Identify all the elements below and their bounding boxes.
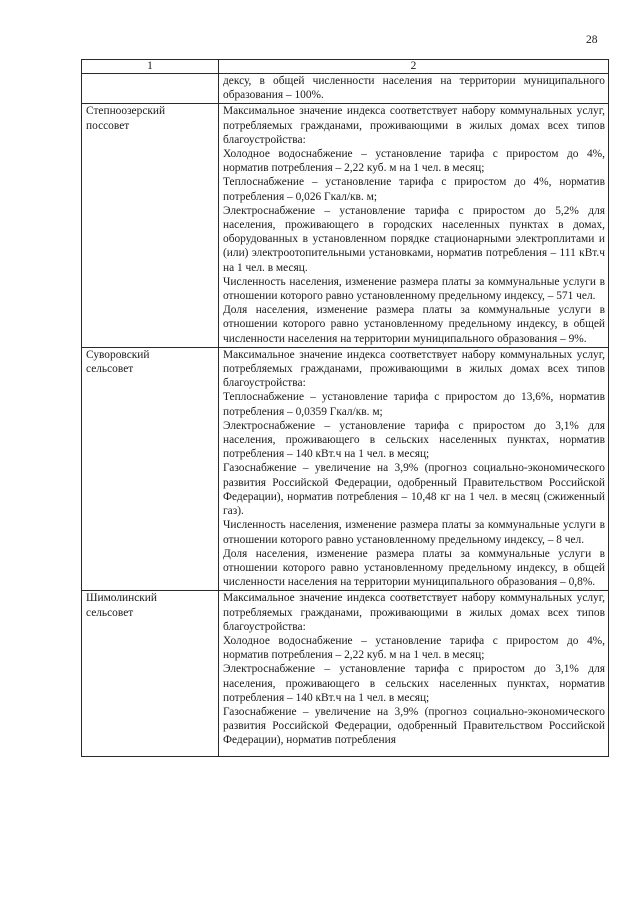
region-cell <box>82 347 219 590</box>
column-header-2: 2 <box>219 60 609 74</box>
paragraph: Теплоснабжение – установление тарифа с приростом до 13,6%, норматив потребления – 0,0359 Гкал/кв. м; <box>223 391 605 418</box>
region-type: сельсовет <box>86 363 134 376</box>
table-row <box>82 347 609 590</box>
description-cell <box>219 104 609 347</box>
table-row <box>82 591 609 757</box>
page-number: 28 <box>586 34 598 46</box>
region-name: Степноозерский <box>86 105 166 118</box>
paragraph: Электроснабжение – установление тарифа с приростом до 3,1% для населения, проживающего в сельских населенных пунктах, норматив потребления – 140 кВт.ч на 1 чел. в месяц; <box>223 419 605 461</box>
paragraph: Электроснабжение – установление тарифа с приростом до 5,2% для населения, проживающего в городских населенных пунктах в домах, оборудованных в установленном порядке стационарными электроплитами и (или) электроотопительными установками, норматив потребления – 111 кВт.ч на 1 чел. в месяц. <box>223 204 605 274</box>
description-cell <box>219 347 609 590</box>
region-type: сельсовет <box>86 606 134 619</box>
column-header-1: 1 <box>82 60 219 74</box>
region-name: Шимолинский <box>86 592 157 605</box>
continuation-region-cell <box>82 74 219 104</box>
paragraph: Теплоснабжение – установление тарифа с приростом до 4%, норматив потребления – 0,026 Гкал/кв. м; <box>223 176 605 203</box>
table-header-row <box>82 60 609 74</box>
region-name: Суворовский <box>86 348 150 361</box>
continuation-text-cell <box>219 74 609 104</box>
paragraph: Холодное водоснабжение – установление тарифа с приростом до 4%, норматив потребления – 2,22 куб. м на 1 чел. в месяц; <box>223 634 605 662</box>
paragraph: Газоснабжение – увеличение на 3,9% (прогноз социально-экономического развития Российской Федерации, одобренный Правительством Российской Федерации), норматив потребления <box>223 705 605 747</box>
paragraph: Максимальное значение индекса соответствует набору коммунальных услуг, потребляемых гражданами, проживающими в жилых домах всех типов благоустройства: <box>223 105 605 146</box>
region-type: поссовет <box>86 119 130 132</box>
region-cell <box>82 591 219 757</box>
tariff-index-table <box>81 59 609 757</box>
continuation-paragraph: дексу, в общей численности населения на территории муниципального образования – 100%. <box>223 75 605 102</box>
paragraph: Электроснабжение – установление тарифа с приростом до 3,1% для населения, проживающего в сельских населенных пунктах, норматив потребления – 140 кВт.ч на 1 чел. в месяц; <box>223 663 605 704</box>
paragraph: Численность населения, изменение размера платы за коммунальные услуги в отношении которого равно установленному предельному индексу, – 571 чел. <box>223 275 605 303</box>
description-cell <box>219 591 609 757</box>
paragraph: Холодное водоснабжение – установление тарифа с приростом до 4%, норматив потребления – 2,22 куб. м на 1 чел. в месяц; <box>223 148 605 175</box>
paragraph: Газоснабжение – увеличение на 3,9% (прогноз социально-экономического развития Российской Федерации, одобренный Правительством Российской Федерации), норматив потребления – 10,48 кг на 1 чел. в месяц (сжиженный газ). <box>223 462 605 518</box>
paragraph: Максимальное значение индекса соответствует набору коммунальных услуг, потребляемых гражданами, проживающими в жилых домах всех типов благоустройства: <box>223 348 605 390</box>
paragraph: Максимальное значение индекса соответствует набору коммунальных услуг, потребляемых гражданами, проживающими в жилых домах всех типов благоустройства: <box>223 592 605 633</box>
paragraph: Доля населения, изменение размера платы за коммунальные услуги в отношении которого равно установленному предельному индексу, в общей численности населения на территории муниципального образования – 0,8%. <box>223 547 605 589</box>
paragraph: Численность населения, изменение размера платы за коммунальные услуги в отношении которого равно установленному предельному индексу, – 8 чел. <box>223 519 605 546</box>
continuation-row <box>82 74 609 104</box>
region-cell <box>82 104 219 347</box>
paragraph: Доля населения, изменение размера платы за коммунальные услуги в отношении которого равно установленному предельному индексу, в общей численности населения на территории муниципального образования – 9%. <box>223 304 605 345</box>
table-row <box>82 104 609 347</box>
